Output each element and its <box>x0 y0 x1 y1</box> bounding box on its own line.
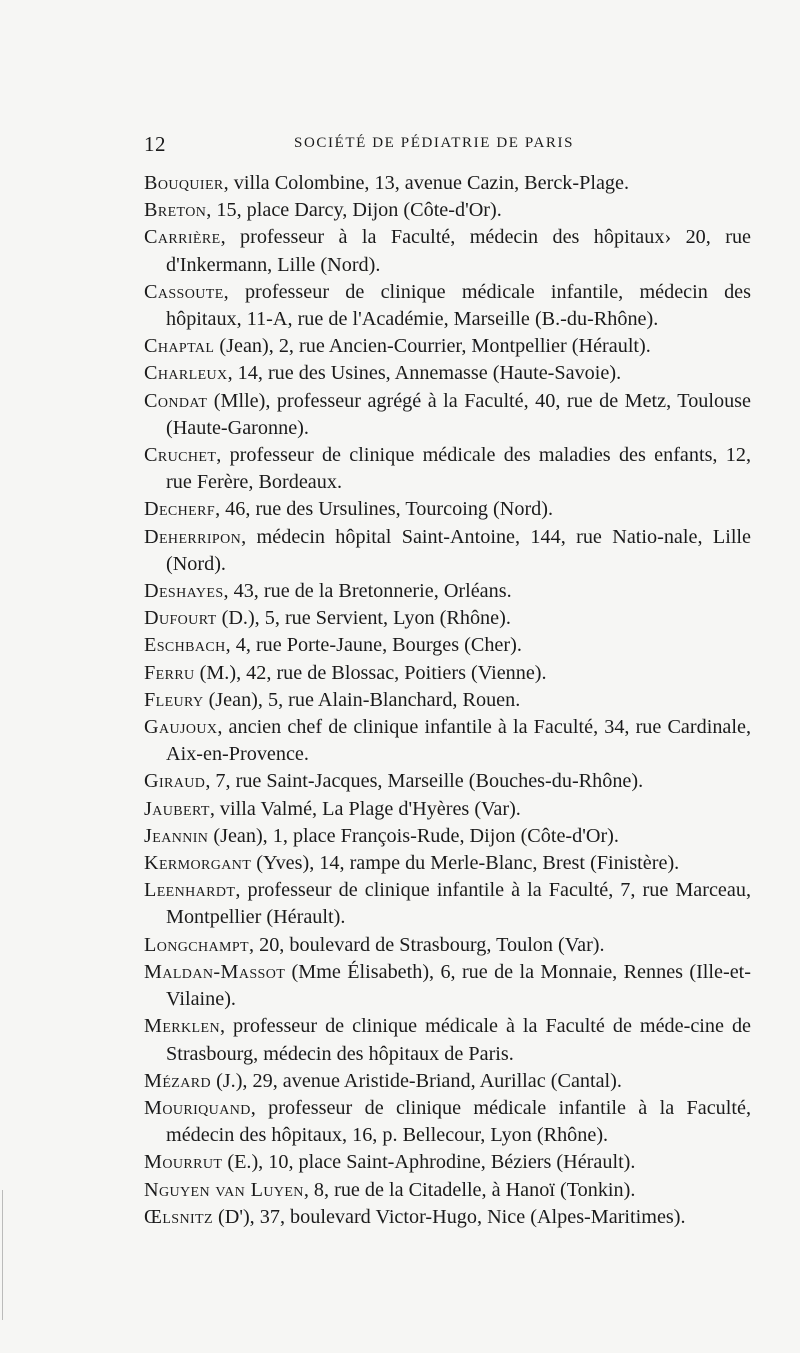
member-entry <box>144 1177 751 1204</box>
member-surname: Merklen <box>144 1015 220 1038</box>
member-details: , 8, rue de la Citadelle, à Hanoï (Tonkin). <box>303 1178 636 1201</box>
member-surname: Decherf <box>144 498 216 521</box>
member-surname: Mouriquand <box>144 1096 251 1119</box>
member-entry <box>144 1013 751 1067</box>
member-entry <box>144 197 751 224</box>
member-surname: Dufourt <box>144 607 217 630</box>
member-details: (Yves), 14, rampe du Merle-Blanc, Brest (Finistère). <box>251 852 680 875</box>
member-details: (Jean), 1, place François-Rude, Dijon (Côte-d'Or). <box>208 824 619 847</box>
member-entry <box>144 224 751 278</box>
scan-edge-line <box>2 1190 3 1320</box>
running-head: SOCIÉTÉ DE PÉDIATRIE DE PARIS <box>294 135 575 151</box>
member-surname: Nguyen van Luyen <box>144 1178 304 1201</box>
member-details: (M.), 42, rue de Blossac, Poitiers (Vienne). <box>194 661 547 684</box>
member-details: (Mlle), professeur agrégé à la Faculté, 40, rue de Metz, Toulouse (Haute-Garonne). <box>166 389 751 439</box>
member-entry <box>144 170 751 197</box>
member-details: , professeur de clinique médicale à la Faculté de méde-cine de Strasbourg, médecin des hôpitaux de Paris. <box>166 1015 751 1065</box>
member-entry <box>144 279 751 333</box>
member-entry <box>144 714 751 768</box>
member-surname: Gaujoux <box>144 716 218 739</box>
member-surname: Condat <box>144 389 208 412</box>
member-surname: Kermorgant <box>144 852 252 875</box>
member-entry <box>144 796 751 823</box>
member-entry <box>144 660 751 687</box>
member-details: (Mme Élisabeth), 6, rue de la Monnaie, Rennes (Ille-et-Vilaine). <box>166 960 751 1011</box>
member-entry <box>144 959 751 1013</box>
member-entry <box>144 605 751 632</box>
member-details: (Jean), 2, rue Ancien-Courrier, Montpellier (Hérault). <box>214 335 651 358</box>
member-details: , professeur de clinique médicale infantile, médecin des hôpitaux, 11-A, rue de l'Académie, Marseille (B.-du-Rhône). <box>166 280 751 331</box>
member-surname: Bouquier <box>144 172 224 194</box>
member-entry <box>144 1204 751 1231</box>
member-details: , médecin hôpital Saint-Antoine, 144, rue Natio-nale, Lille (Nord). <box>166 525 751 575</box>
member-surname: Œlsnitz <box>144 1205 213 1228</box>
member-details: (D'), 37, boulevard Victor-Hugo, Nice (Alpes-Maritimes). <box>212 1205 686 1228</box>
member-details: , professeur de clinique médicale infantile à la Faculté, médecin des hôpitaux, 16, p. Bellecour, Lyon (Rhône). <box>166 1096 751 1147</box>
member-entry <box>144 877 751 931</box>
member-entry <box>144 1068 751 1095</box>
member-surname: Chaptal <box>144 335 215 358</box>
member-details: , villa Valmé, La Plage d'Hyères (Var). <box>209 797 521 820</box>
member-details: , 14, rue des Usines, Annemasse (Haute-Savoie). <box>227 362 622 385</box>
member-surname: Deshayes <box>144 580 224 603</box>
member-surname: Breton <box>144 199 207 222</box>
member-surname: Mourrut <box>144 1151 223 1174</box>
member-entry <box>144 687 751 714</box>
member-entry <box>144 524 751 578</box>
member-entry <box>144 768 751 795</box>
member-surname: Maldan-Massot <box>144 960 286 983</box>
member-surname: Eschbach <box>144 634 226 657</box>
member-surname: Cassoute <box>144 280 224 303</box>
member-details: , ancien chef de clinique infantile à la Faculté, 34, rue Cardinale, Aix-en-Provence. <box>166 716 751 766</box>
member-details: (E.), 10, place Saint-Aphrodine, Béziers (Hérault). <box>222 1151 636 1174</box>
member-surname: Jeannin <box>144 824 209 847</box>
member-details: , 20, boulevard de Strasbourg, Toulon (Var). <box>249 933 605 956</box>
member-details: , professeur de clinique infantile à la Faculté, 7, rue Marceau, Montpellier (Hérault). <box>166 879 751 929</box>
member-entry <box>144 578 751 605</box>
member-surname: Fleury <box>144 688 204 711</box>
member-details: , 15, place Darcy, Dijon (Côte-d'Or). <box>206 199 502 222</box>
member-surname: Leenhardt <box>144 879 236 902</box>
page-header <box>144 132 750 158</box>
member-surname: Cruchet <box>144 444 217 467</box>
member-details: , villa Colombine, 13, avenue Cazin, Berck-Plage. <box>223 172 629 194</box>
member-details: (J.), 29, avenue Aristide-Briand, Aurillac (Cantal). <box>211 1069 622 1092</box>
page-number: 12 <box>144 132 166 156</box>
member-details: , 7, rue Saint-Jacques, Marseille (Bouches-du-Rhône). <box>205 770 644 793</box>
member-surname: Deherripon <box>144 525 242 548</box>
member-entry <box>144 850 751 877</box>
member-surname: Jaubert <box>144 797 210 820</box>
member-entry <box>144 442 751 496</box>
member-surname: Ferru <box>144 661 195 684</box>
member-entry <box>144 1149 751 1176</box>
member-details: (D.), 5, rue Servient, Lyon (Rhône). <box>216 607 511 630</box>
member-details: , 4, rue Porte-Jaune, Bourges (Cher). <box>225 634 522 657</box>
member-details: (Jean), 5, rue Alain-Blanchard, Rouen. <box>203 688 521 711</box>
member-entry <box>144 388 751 442</box>
member-surname: Longchampt <box>144 933 250 956</box>
member-surname: Charleux <box>144 362 228 385</box>
member-surname: Carrière <box>144 226 221 249</box>
member-details: , 43, rue de la Bretonnerie, Orléans. <box>223 580 512 603</box>
member-list <box>144 170 751 1231</box>
member-entry <box>144 333 751 360</box>
member-entry <box>144 1095 751 1149</box>
member-surname: Giraud <box>144 770 206 793</box>
member-details: , 46, rue des Ursulines, Tourcoing (Nord). <box>215 498 554 521</box>
member-entry <box>144 932 751 959</box>
member-entry <box>144 360 751 387</box>
member-entry <box>144 632 751 659</box>
member-surname: Mézard <box>144 1069 212 1092</box>
member-details: , professeur de clinique médicale des maladies des enfants, 12, rue Ferère, Bordeaux. <box>166 444 751 494</box>
member-entry <box>144 496 751 523</box>
member-entry <box>144 823 751 850</box>
member-details: , professeur à la Faculté, médecin des hôpitaux› 20, rue d'Inkermann, Lille (Nord). <box>166 226 751 276</box>
